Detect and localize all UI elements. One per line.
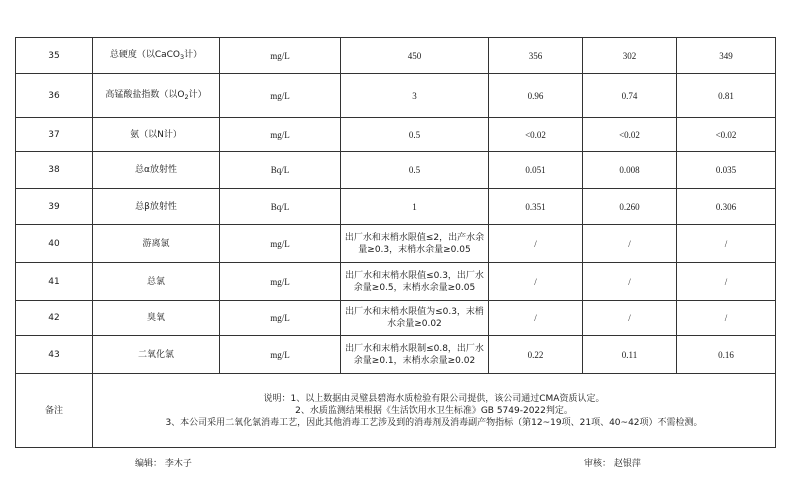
limit-value: 出厂水和末梢水限值为≤0.3，末梢水余量≥0.02 xyxy=(341,301,489,336)
remarks-line: 3、本公司采用二氧化氯消毒工艺，因此其他消毒工艺涉及到的消毒剂及消毒副产物指标（第12~19项、21项、40~42项）不需检测。 xyxy=(165,417,703,428)
result-1: / xyxy=(489,225,583,263)
limit-value: 出厂水和末梢水限制≤0.8，出厂水余量≥0.1，末梢水余量≥0.02 xyxy=(341,336,489,374)
result-1: 0.351 xyxy=(489,189,583,225)
limit-value: 出厂水和末梢水限值≤0.3，出厂水余量≥0.5，末梢水余量≥0.05 xyxy=(341,263,489,301)
limit-value: 450 xyxy=(341,38,489,74)
result-2: / xyxy=(583,301,677,336)
unit: mg/L xyxy=(220,336,341,374)
result-2: 0.11 xyxy=(583,336,677,374)
table-row xyxy=(16,74,776,118)
result-1: <0.02 xyxy=(489,118,583,152)
result-1: 0.051 xyxy=(489,152,583,189)
result-2: / xyxy=(583,263,677,301)
table-row xyxy=(16,301,776,336)
result-3: / xyxy=(677,301,776,336)
result-2: 0.74 xyxy=(583,74,677,118)
result-3: 0.306 xyxy=(677,189,776,225)
result-3: 0.16 xyxy=(677,336,776,374)
row-number: 39 xyxy=(16,189,93,225)
unit: mg/L xyxy=(220,225,341,263)
table-row xyxy=(16,263,776,301)
result-3: / xyxy=(677,263,776,301)
unit: Bq/L xyxy=(220,152,341,189)
result-3: / xyxy=(677,225,776,263)
row-number: 43 xyxy=(16,336,93,374)
table-row xyxy=(16,189,776,225)
result-2: / xyxy=(583,225,677,263)
item-name: 总硬度（以CaCO$_3$计） xyxy=(93,38,220,74)
editor-signature: 编辑： 李木子 xyxy=(135,459,192,469)
remarks-text xyxy=(93,374,776,448)
result-2: 302 xyxy=(583,38,677,74)
row-number: 35 xyxy=(16,38,93,74)
table-row xyxy=(16,118,776,152)
unit: mg/L xyxy=(220,118,341,152)
result-1: 0.22 xyxy=(489,336,583,374)
item-name: 总β放射性 xyxy=(93,189,220,225)
table-row xyxy=(16,225,776,263)
result-2: <0.02 xyxy=(583,118,677,152)
result-3: <0.02 xyxy=(677,118,776,152)
item-name: 臭氧 xyxy=(93,301,220,336)
remarks-label: 备注 xyxy=(16,374,93,448)
result-3: 0.81 xyxy=(677,74,776,118)
unit: mg/L xyxy=(220,301,341,336)
row-number: 36 xyxy=(16,74,93,118)
unit: mg/L xyxy=(220,38,341,74)
limit-value: 1 xyxy=(341,189,489,225)
result-3: 349 xyxy=(677,38,776,74)
item-name: 总氯 xyxy=(93,263,220,301)
result-1: / xyxy=(489,263,583,301)
remarks-line: 说明：1、以上数据由灵璧县碧海水质检验有限公司提供，该公司通过CMA资质认定。 xyxy=(263,393,605,404)
item-name: 氨（以N计） xyxy=(93,118,220,152)
result-1: 0.96 xyxy=(489,74,583,118)
result-1: 356 xyxy=(489,38,583,74)
unit: Bq/L xyxy=(220,189,341,225)
reviewer-signature: 审核： 赵银萍 xyxy=(584,459,641,469)
result-1: / xyxy=(489,301,583,336)
result-2: 0.260 xyxy=(583,189,677,225)
item-name: 高锰酸盐指数（以$O_2$计） xyxy=(93,74,220,118)
item-name: 二氧化氯 xyxy=(93,336,220,374)
limit-value: 0.5 xyxy=(341,152,489,189)
result-3: 0.035 xyxy=(677,152,776,189)
limit-value: 出厂水和末梢水限值≤2，出产水余量≥0.3，末梢水余量≥0.05 xyxy=(341,225,489,263)
table-row xyxy=(16,38,776,74)
result-2: 0.008 xyxy=(583,152,677,189)
table-row xyxy=(16,336,776,374)
row-number: 42 xyxy=(16,301,93,336)
item-name: 游离氯 xyxy=(93,225,220,263)
item-name: 总α放射性 xyxy=(93,152,220,189)
row-number: 37 xyxy=(16,118,93,152)
unit: mg/L xyxy=(220,263,341,301)
remarks-row xyxy=(16,374,776,448)
table-row xyxy=(16,152,776,189)
row-number: 40 xyxy=(16,225,93,263)
limit-value: 3 xyxy=(341,74,489,118)
row-number: 41 xyxy=(16,263,93,301)
remarks-line: 2、水质监测结果根据《生活饮用水卫生标准》GB 5749-2022判定。 xyxy=(295,405,573,416)
limit-value: 0.5 xyxy=(341,118,489,152)
row-number: 38 xyxy=(16,152,93,189)
report-table xyxy=(15,37,776,448)
unit: mg/L xyxy=(220,74,341,118)
